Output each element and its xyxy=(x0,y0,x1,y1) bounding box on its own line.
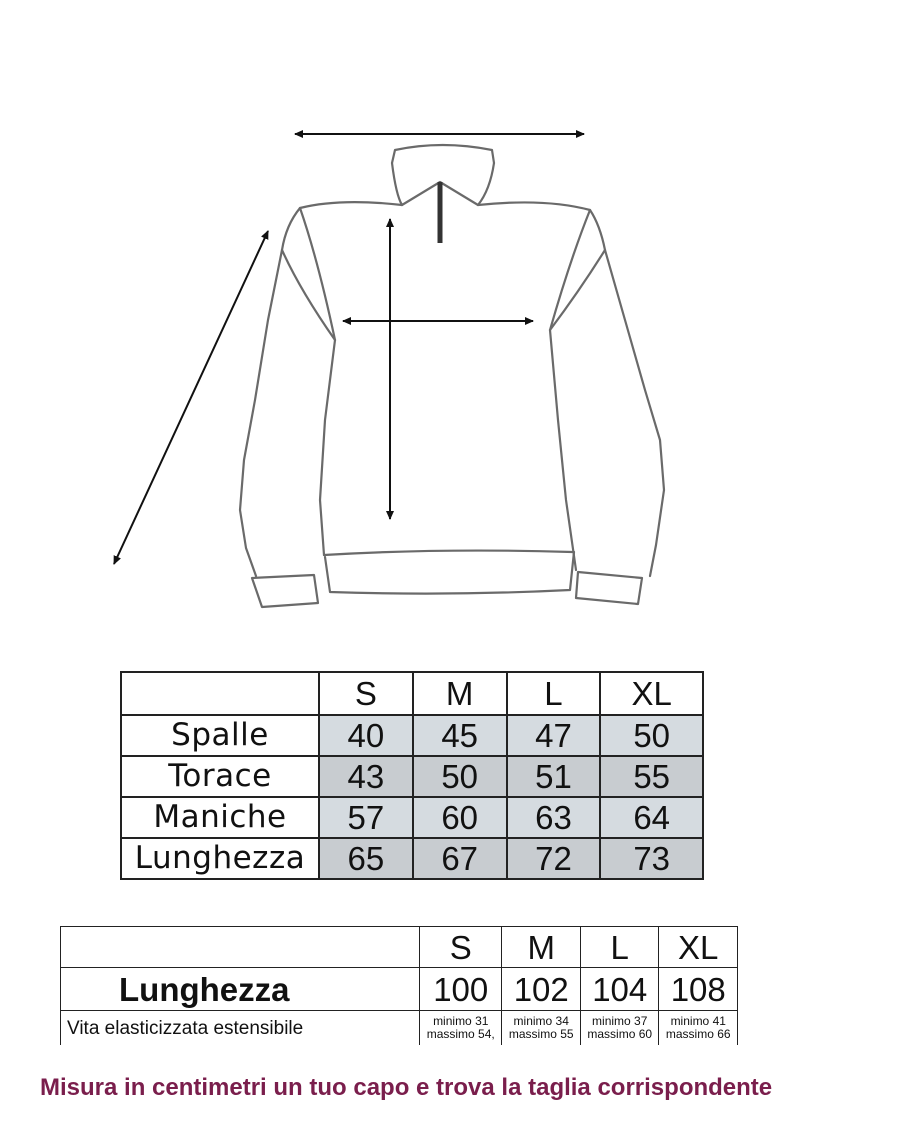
length-header-s: S xyxy=(420,927,502,968)
row-label: Lunghezza xyxy=(121,838,319,879)
row-label: Maniche xyxy=(121,797,319,838)
cell-value: 45 xyxy=(413,715,507,756)
waist-max: massimo 54, xyxy=(426,1027,495,1041)
cell-value: 57 xyxy=(319,797,413,838)
cell-value: 65 xyxy=(319,838,413,879)
size-header-blank xyxy=(121,672,319,715)
cell-value: 43 xyxy=(319,756,413,797)
length-row xyxy=(61,968,738,1011)
waist-max: massimo 66 xyxy=(665,1027,731,1041)
length-header-l: L xyxy=(580,927,659,968)
length-header-blank xyxy=(61,927,420,968)
length-value: 102 xyxy=(502,968,581,1011)
length-header-row xyxy=(61,927,738,968)
measure-note: Misura in centimetri un tuo capo e trova la taglia corrispondente xyxy=(40,1074,773,1101)
cell-value: 67 xyxy=(413,838,507,879)
size-header-m: M xyxy=(413,672,507,715)
length-value: 108 xyxy=(659,968,738,1011)
waist-min: minimo 34 xyxy=(513,1014,569,1029)
length-value: 104 xyxy=(580,968,659,1011)
waist-row xyxy=(61,1011,738,1046)
row-maniche xyxy=(121,797,703,838)
waist-label: Vita elasticizzata estensibile xyxy=(61,1011,420,1046)
waist-min: minimo 31 xyxy=(433,1014,489,1029)
size-header-s: S xyxy=(319,672,413,715)
cell-value: 50 xyxy=(600,715,703,756)
length-value: 100 xyxy=(420,968,502,1011)
cell-value: 72 xyxy=(507,838,601,879)
waist-min: minimo 37 xyxy=(592,1014,648,1029)
cell-value: 64 xyxy=(600,797,703,838)
waist-max: massimo 55 xyxy=(508,1027,574,1041)
waist-min: minimo 41 xyxy=(670,1014,726,1029)
cell-value: 60 xyxy=(413,797,507,838)
length-header-m: M xyxy=(502,927,581,968)
waist-cell xyxy=(502,1011,581,1046)
cell-value: 51 xyxy=(507,756,601,797)
waist-max: massimo 60 xyxy=(587,1027,653,1041)
waist-cell xyxy=(580,1011,659,1046)
cell-value: 55 xyxy=(600,756,703,797)
cell-value: 73 xyxy=(600,838,703,879)
cell-value: 63 xyxy=(507,797,601,838)
row-lunghezza xyxy=(121,838,703,879)
length-label: Lunghezza xyxy=(61,968,420,1011)
length-header-xl: XL xyxy=(659,927,738,968)
waist-cell xyxy=(659,1011,738,1046)
waist-cell xyxy=(420,1011,502,1046)
row-spalle xyxy=(121,715,703,756)
row-label: Spalle xyxy=(121,715,319,756)
size-header-xl: XL xyxy=(600,672,703,715)
cell-value: 50 xyxy=(413,756,507,797)
cell-value: 40 xyxy=(319,715,413,756)
row-label: Torace xyxy=(121,756,319,797)
cell-value: 47 xyxy=(507,715,601,756)
size-table xyxy=(120,671,704,880)
length-table xyxy=(60,926,738,1045)
row-torace xyxy=(121,756,703,797)
size-header-row xyxy=(121,672,703,715)
size-header-l: L xyxy=(507,672,601,715)
